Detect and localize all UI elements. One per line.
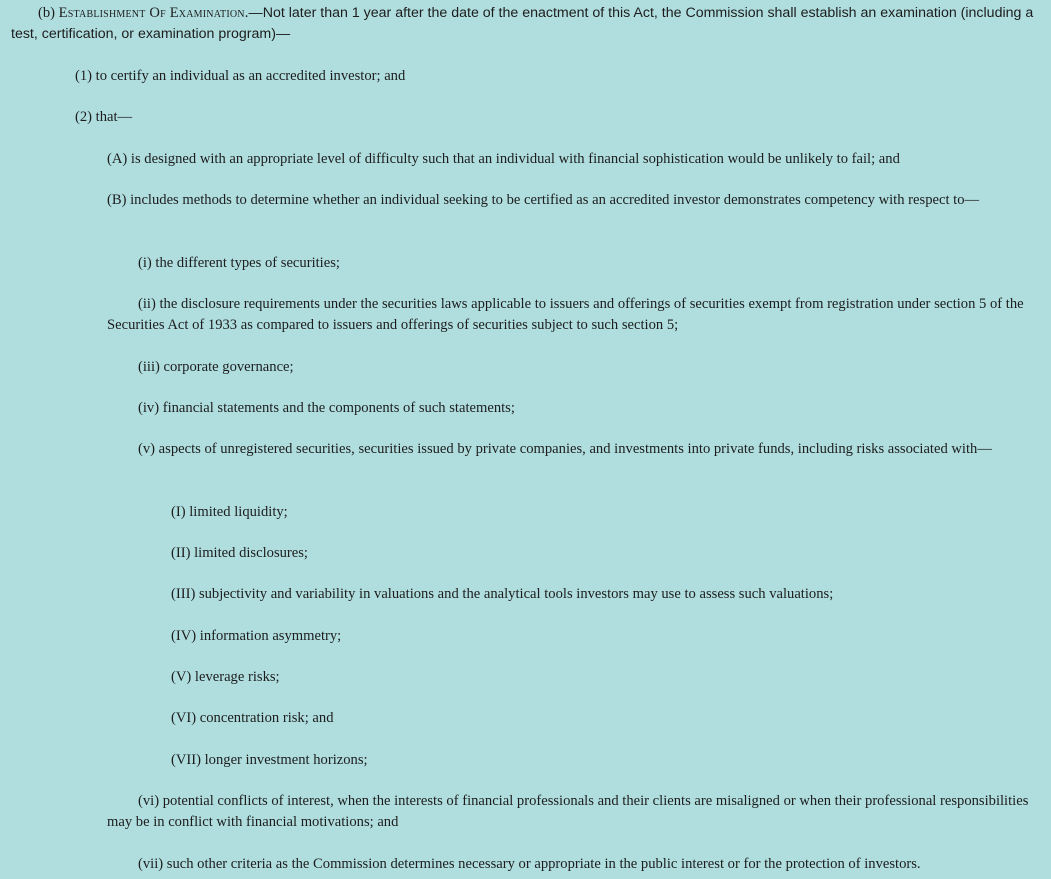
paragraph-B: (B) includes methods to determine whether an individual seeking to be certified as an accredited investor demonstrates competency with respect to— xyxy=(107,192,980,208)
paragraph-b xyxy=(11,3,1037,45)
subitem-IV: (IV) information asymmetry; xyxy=(171,628,342,644)
paragraph-1: (1) to certify an individual as an accredited investor; and xyxy=(75,68,406,84)
item-vi: (vi) potential conflicts of interest, when the interests of financial professionals and their clients are misaligned or when their professional responsibilities may be in conflict with financial motivations; and xyxy=(107,793,1029,830)
paragraph-b-text: —Not later than 1 year after the date of the enactment of this Act, the Commission shall establish an examination (including a test, certification, or examination program)— xyxy=(11,5,1034,42)
item-i: (i) the different types of securities; xyxy=(138,255,340,271)
subitem-II: (II) limited disclosures; xyxy=(171,545,308,561)
paragraph-b-lead: (b) xyxy=(38,5,59,21)
section-heading: Establishment Of Examination. xyxy=(58,5,249,21)
item-ii: (ii) the disclosure requirements under the securities laws applicable to issuers and offerings of securities exempt from registration under section 5 of the Securities Act of 1933 as compared to issuers and offerings of securities subject to such section 5; xyxy=(107,296,1024,333)
item-v: (v) aspects of unregistered securities, securities issued by private companies, and investments into private funds, including risks associated with— xyxy=(138,441,992,457)
item-iv: (iv) financial statements and the components of such statements; xyxy=(138,400,515,416)
subitem-I: (I) limited liquidity; xyxy=(171,504,288,520)
item-vii: (vii) such other criteria as the Commission determines necessary or appropriate in the public interest or for the protection of investors. xyxy=(138,856,921,872)
subitem-III: (III) subjectivity and variability in valuations and the analytical tools investors may use to assess such valuations; xyxy=(171,586,834,602)
paragraph-A: (A) is designed with an appropriate level of difficulty such that an individual with financial sophistication would be unlikely to fail; and xyxy=(107,151,900,167)
subitem-V: (V) leverage risks; xyxy=(171,669,280,685)
subitem-VII: (VII) longer investment horizons; xyxy=(171,752,368,768)
item-iii: (iii) corporate governance; xyxy=(138,359,294,375)
subitem-VI: (VI) concentration risk; and xyxy=(171,710,334,726)
paragraph-2: (2) that— xyxy=(75,109,133,125)
